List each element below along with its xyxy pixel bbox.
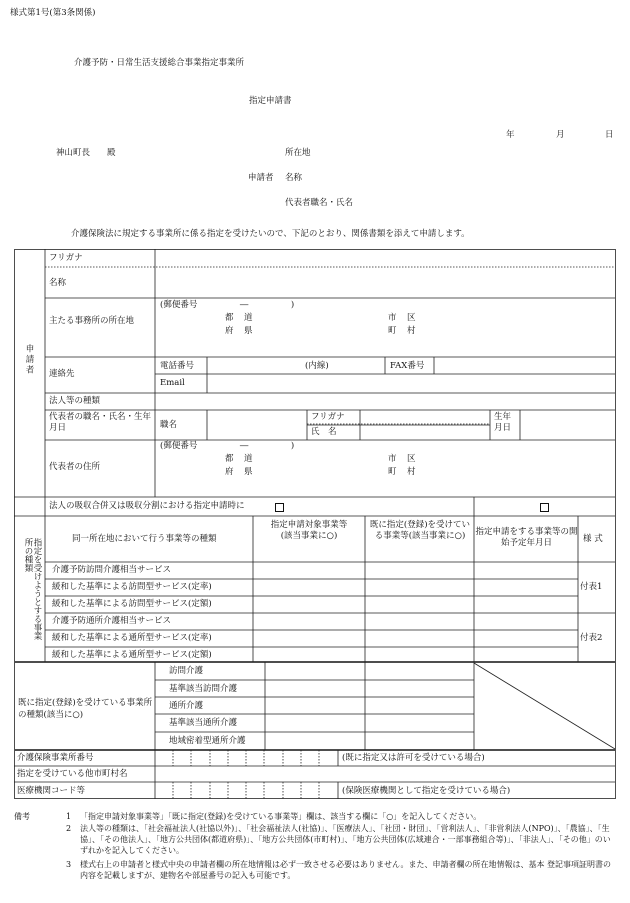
- statement: 介護保険法に規定する事業所に係る指定を受けたいので、下記のとおり、関係書類を添えて申請します。: [71, 229, 470, 239]
- location-label: 所在地: [285, 148, 311, 158]
- form-1-label: 付表1: [580, 582, 603, 592]
- insurance-note: (既に指定又は許可を受けている場合): [342, 753, 485, 763]
- mura-label: 村: [407, 326, 416, 336]
- note-3: 様式右上の申請者と様式中央の申請者欄の所在地情報は必ず一致させる必要はありません。また、申請者欄の所在地情報は、基本 登記事項証明書の内容を記載しますが、建物名や部屋番号の記入も可能です。: [80, 860, 612, 880]
- merger-label: 法人の吸収合併又は吸収分割における指定申請時に: [49, 501, 245, 511]
- rep-dou-label: 道: [244, 454, 253, 464]
- merger-checkbox-left[interactable]: [275, 503, 284, 512]
- col-existing: 既に指定(登録)を受けている事業等(該当事業に○): [369, 520, 471, 541]
- existing-label: 既に指定(登録)を受けている事業所の種類(該当に○): [18, 698, 153, 720]
- applicant-name-label: 名称: [285, 173, 303, 183]
- note-number: 3: [66, 860, 72, 869]
- office-type: 介護予防・日常生活支援総合事業指定事業所: [74, 58, 245, 68]
- rep-to-label: 都: [225, 454, 234, 464]
- service-row: 介護予防訪問介護相当サービス: [52, 565, 172, 575]
- medical-note: (保険医療機関として指定を受けている場合): [342, 786, 511, 796]
- rep-machi-label: 町: [388, 467, 397, 477]
- phone-label: 電話番号: [160, 361, 195, 371]
- service-row: 緩和した基準による通所型サービス(定率): [52, 633, 212, 643]
- rep-name-label: 氏 名: [311, 427, 337, 437]
- medical-code-label: 医療機関コード等: [17, 786, 86, 796]
- ku-label: 区: [407, 313, 416, 323]
- service-row: 緩和した基準による訪問型サービス(定率): [52, 582, 212, 592]
- rep-ken-label: 県: [244, 467, 253, 477]
- addressee: 神山町長 殿: [56, 148, 116, 158]
- rep-fu-label: 府: [225, 467, 234, 477]
- col-service-type: 同一所在地において行う事業等の種類: [72, 534, 217, 544]
- service-row: 緩和した基準による通所型サービス(定額): [52, 650, 212, 660]
- rep-ku-label: 区: [407, 454, 416, 464]
- existing-item: 基準該当通所介護: [169, 718, 238, 728]
- services-side-label: 指定を受けようとする事業所の種類: [23, 538, 42, 640]
- furigana-label: フリガナ: [49, 253, 83, 263]
- rep-info-label: 代表者の職名・氏名・生年月日: [49, 412, 152, 433]
- job-title-label: 職名: [160, 420, 178, 430]
- ken-label: 県: [244, 326, 253, 336]
- rep-postal-code: (郵便番号 ― ): [160, 441, 295, 451]
- representative-label: 代表者職名・氏名: [285, 198, 354, 208]
- col-target: 指定申請対象事業等(該当事業に○): [270, 520, 348, 541]
- dou-label: 道: [244, 313, 253, 323]
- service-row: 介護予防通所介護相当サービス: [52, 616, 172, 626]
- rep-mura-label: 村: [407, 467, 416, 477]
- date-month: 月: [556, 130, 565, 140]
- postal-code: (郵便番号 ― ): [160, 300, 295, 310]
- fu-label: 府: [225, 326, 234, 336]
- existing-item: 地域密着型通所介護: [169, 736, 246, 746]
- to-label: 都: [225, 313, 234, 323]
- col-form: 様 式: [583, 534, 603, 544]
- rep-shi-label: 市: [388, 454, 397, 464]
- form-2-label: 付表2: [580, 633, 603, 643]
- email-label: Email: [160, 378, 185, 388]
- note-2: 法人等の種類は、「社会福祉法人(社協以外)」、「社会福祉法人(社協)」、「医療法人」、「社団・財団」、「営利法人」、「非営利法人(NPO)」、「農協」、「生協」、「その他法人」、「地方公共団体(都道府県)」、「地方公共団体(市町村)」、「地方公共団体(広域連合・一部事務組合等)」、「非法人」、「その他」のいずれかを記入してください。: [80, 824, 611, 855]
- rep-furigana-label: フリガナ: [311, 412, 345, 422]
- service-row: 緩和した基準による訪問型サービス(定額): [52, 599, 212, 609]
- merger-checkbox-right[interactable]: [540, 503, 549, 512]
- col-start-date: 指定申請をする事業等の開始予定年月日: [475, 527, 578, 548]
- note-number: 2: [66, 824, 72, 833]
- existing-item: 基準該当訪問介護: [169, 684, 238, 694]
- rep-address-label: 代表者の住所: [49, 462, 101, 472]
- machi-label: 町: [388, 326, 397, 336]
- extension-label: (内線): [305, 361, 329, 371]
- other-city-label: 指定を受けている他市町村名: [17, 769, 128, 779]
- page-title: 指定申請書: [249, 96, 292, 106]
- note-number: 1: [66, 812, 72, 821]
- date-day: 日: [605, 130, 614, 140]
- existing-item: 通所介護: [169, 701, 204, 711]
- fax-label: FAX番号: [390, 361, 425, 371]
- name-label: 名称: [49, 278, 67, 288]
- office-address-label: 主たる事務所の所在地: [49, 316, 135, 326]
- applicant-label: 申請者: [248, 173, 274, 183]
- contact-label: 連絡先: [49, 369, 75, 379]
- applicant-side-label: 申請者: [24, 344, 34, 376]
- notes-label: 備考: [14, 812, 30, 821]
- date-year: 年: [506, 130, 515, 140]
- existing-item: 訪問介護: [169, 666, 204, 676]
- insurance-number-label: 介護保険事業所番号: [17, 753, 94, 763]
- corp-type-label: 法人等の種類: [49, 396, 101, 406]
- birth-label: 生年月日: [494, 412, 512, 433]
- shi-label: 市: [388, 313, 397, 323]
- note-1: 「指定申請対象事業等」「既に指定(登録)を受けている事業等」欄は、該当する欄に「○」を記入してください。: [80, 812, 482, 821]
- form-number: 様式第1号(第3条関係): [10, 8, 96, 18]
